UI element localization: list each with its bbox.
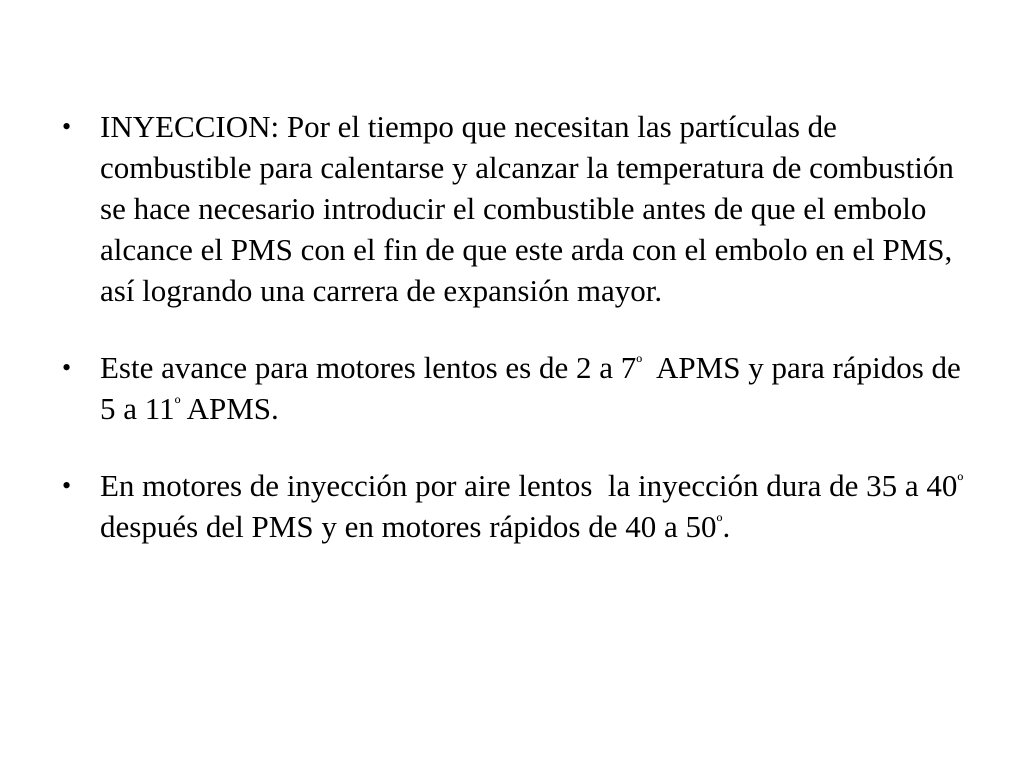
bullet-item-avance (60, 347, 980, 429)
bullet-text: APMS. (180, 391, 279, 426)
degree-mark: º (716, 512, 723, 534)
bullet-dot-icon: • (62, 112, 72, 141)
bullet-text: Por el tiempo que necesitan las partículas de combustible para calentarse y alcanzar la temperatura de combustión se hace necesario introducir el combustible antes de que el embolo alcance el PMS con el fin de que este arda con el embolo en el PMS, así logrando una carrera de expansión mayor. (100, 109, 954, 308)
bullet-text: Este avance para motores lentos es de 2 a 7 (100, 350, 637, 385)
degree-mark: º (957, 471, 964, 493)
bullet-dot-icon: • (62, 353, 72, 382)
bullet-text: después del PMS y en motores rápidos de 40 a 50 (100, 509, 717, 544)
bullet-text: En motores de inyección por aire lentos la inyección dura de 35 a 40 (100, 468, 958, 503)
bullet-list (60, 106, 980, 583)
bullet-text: . (722, 509, 731, 544)
bullet-item-duracion (60, 465, 980, 547)
bullet-text: APMS y para rápidos de 5 a 11 (100, 350, 969, 426)
bullet-item-inyeccion (60, 106, 980, 311)
bullet-lead-term: INYECCION: (100, 109, 280, 144)
degree-mark: º (174, 394, 181, 416)
bullet-dot-icon: • (62, 471, 72, 500)
degree-mark: º (636, 353, 643, 375)
